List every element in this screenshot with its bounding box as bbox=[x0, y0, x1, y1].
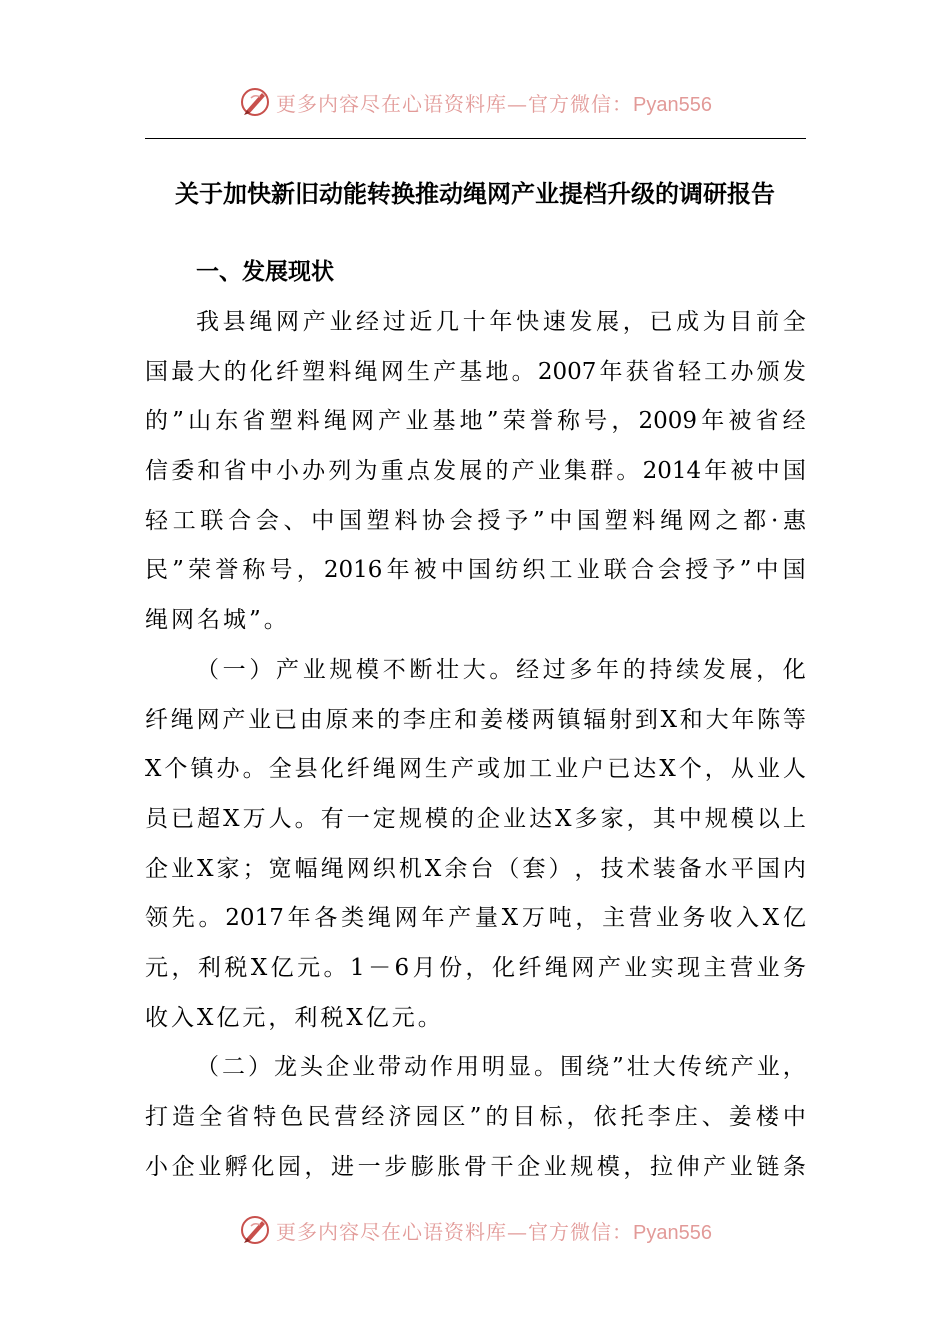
body-line: 的 ” 山 东 省 塑 料 绳 网 产 业 基 地 ” 荣 誉 称 号 ， 2009 年 被 省 经 bbox=[145, 408, 806, 435]
body-line: 我 县 绳 网 产 业 经 过 近 几 十 年 快 速 发 展 ， 已 成 为 目 前 全 bbox=[196, 309, 806, 335]
watermark-footer bbox=[0, 1210, 950, 1250]
watermark-text: 更多内容尽在心语资料库—官方微信：Pyan556 bbox=[276, 91, 712, 116]
body-line: 员 已 超 X 万 人 。 有 一 定 规 模 的 企 业 达 X 多 家 ， 其 中 规 模 以 上 bbox=[145, 805, 806, 832]
watermark-text: 更多内容尽在心语资料库—官方微信：Pyan556 bbox=[276, 1219, 712, 1244]
body-line: 纤 绳 网 产 业 已 由 原 来 的 李 庄 和 姜 楼 两 镇 辐 射 到 X 和 大 年 陈 等 bbox=[145, 706, 806, 733]
body-line: 信 委 和 省 中 小 办 列 为 重 点 发 展 的 产 业 集 群 。 2014 年 被 中 国 bbox=[145, 458, 806, 485]
body-line: 企 业 X 家 ； 宽 幅 绳 网 织 机 X 余 台 （ 套 ） ， 技 术 装 备 水 平 国 内 bbox=[145, 855, 806, 882]
body-line: X 个 镇 办 。 全 县 化 纤 绳 网 生 产 或 加 工 业 户 已 达 X 个 ， 从 业 人 bbox=[145, 756, 806, 783]
document-title: 关于加快新旧动能转换推动绳网产业提档升级的调研报告 bbox=[175, 180, 775, 208]
body-line: 元 ， 利 税 X 亿 元 。 1 － 6 月 份 ， 化 纤 绳 网 产 业 实 现 主 营 业 务 bbox=[145, 954, 806, 981]
header-rule bbox=[145, 138, 806, 139]
pen-logo-icon bbox=[238, 85, 272, 119]
body-line: 轻 工 联 合 会 、 中 国 塑 料 协 会 授 予 ” 中 国 塑 料 绳 网 之 都 · 惠 bbox=[145, 507, 806, 534]
body-line: 小 企 业 孵 化 园 ， 进 一 步 膨 胀 骨 干 企 业 规 模 ， 拉 伸 产 业 链 条 bbox=[145, 1153, 806, 1180]
pen-logo-icon bbox=[238, 1213, 272, 1247]
body-line: （ 二 ） 龙 头 企 业 带 动 作 用 明 显 。 围 绕 ” 壮 大 传 统 产 业 ， bbox=[196, 1054, 806, 1081]
watermark-header bbox=[0, 82, 950, 122]
body-line: （ 一 ） 产 业 规 模 不 断 壮 大 。 经 过 多 年 的 持 续 发 展 ， 化 bbox=[196, 656, 806, 683]
body-line: 领 先 。 2017 年 各 类 绳 网 年 产 量 X 万 吨 ， 主 营 业 务 收 入 X 亿 bbox=[145, 905, 806, 932]
body-line: 民 ” 荣 誉 称 号 ， 2016 年 被 中 国 纺 织 工 业 联 合 会 授 予 ” 中 国 bbox=[145, 557, 806, 584]
body-line: 国 最 大 的 化 纤 塑 料 绳 网 生 产 基 地 。 2007 年 获 省 轻 工 办 颁 发 bbox=[145, 358, 806, 385]
body-line: 绳网名城”。 bbox=[145, 607, 290, 634]
body-text bbox=[145, 298, 806, 1192]
body-line: 打 造 全 省 特 色 民 营 经 济 园 区 ” 的 目 标 ， 依 托 李 庄 、 姜 楼 中 bbox=[145, 1104, 806, 1130]
body-line: 收入X亿元，利税X亿元。 bbox=[145, 1004, 444, 1031]
section-heading: 一、发展现状 bbox=[196, 259, 334, 285]
